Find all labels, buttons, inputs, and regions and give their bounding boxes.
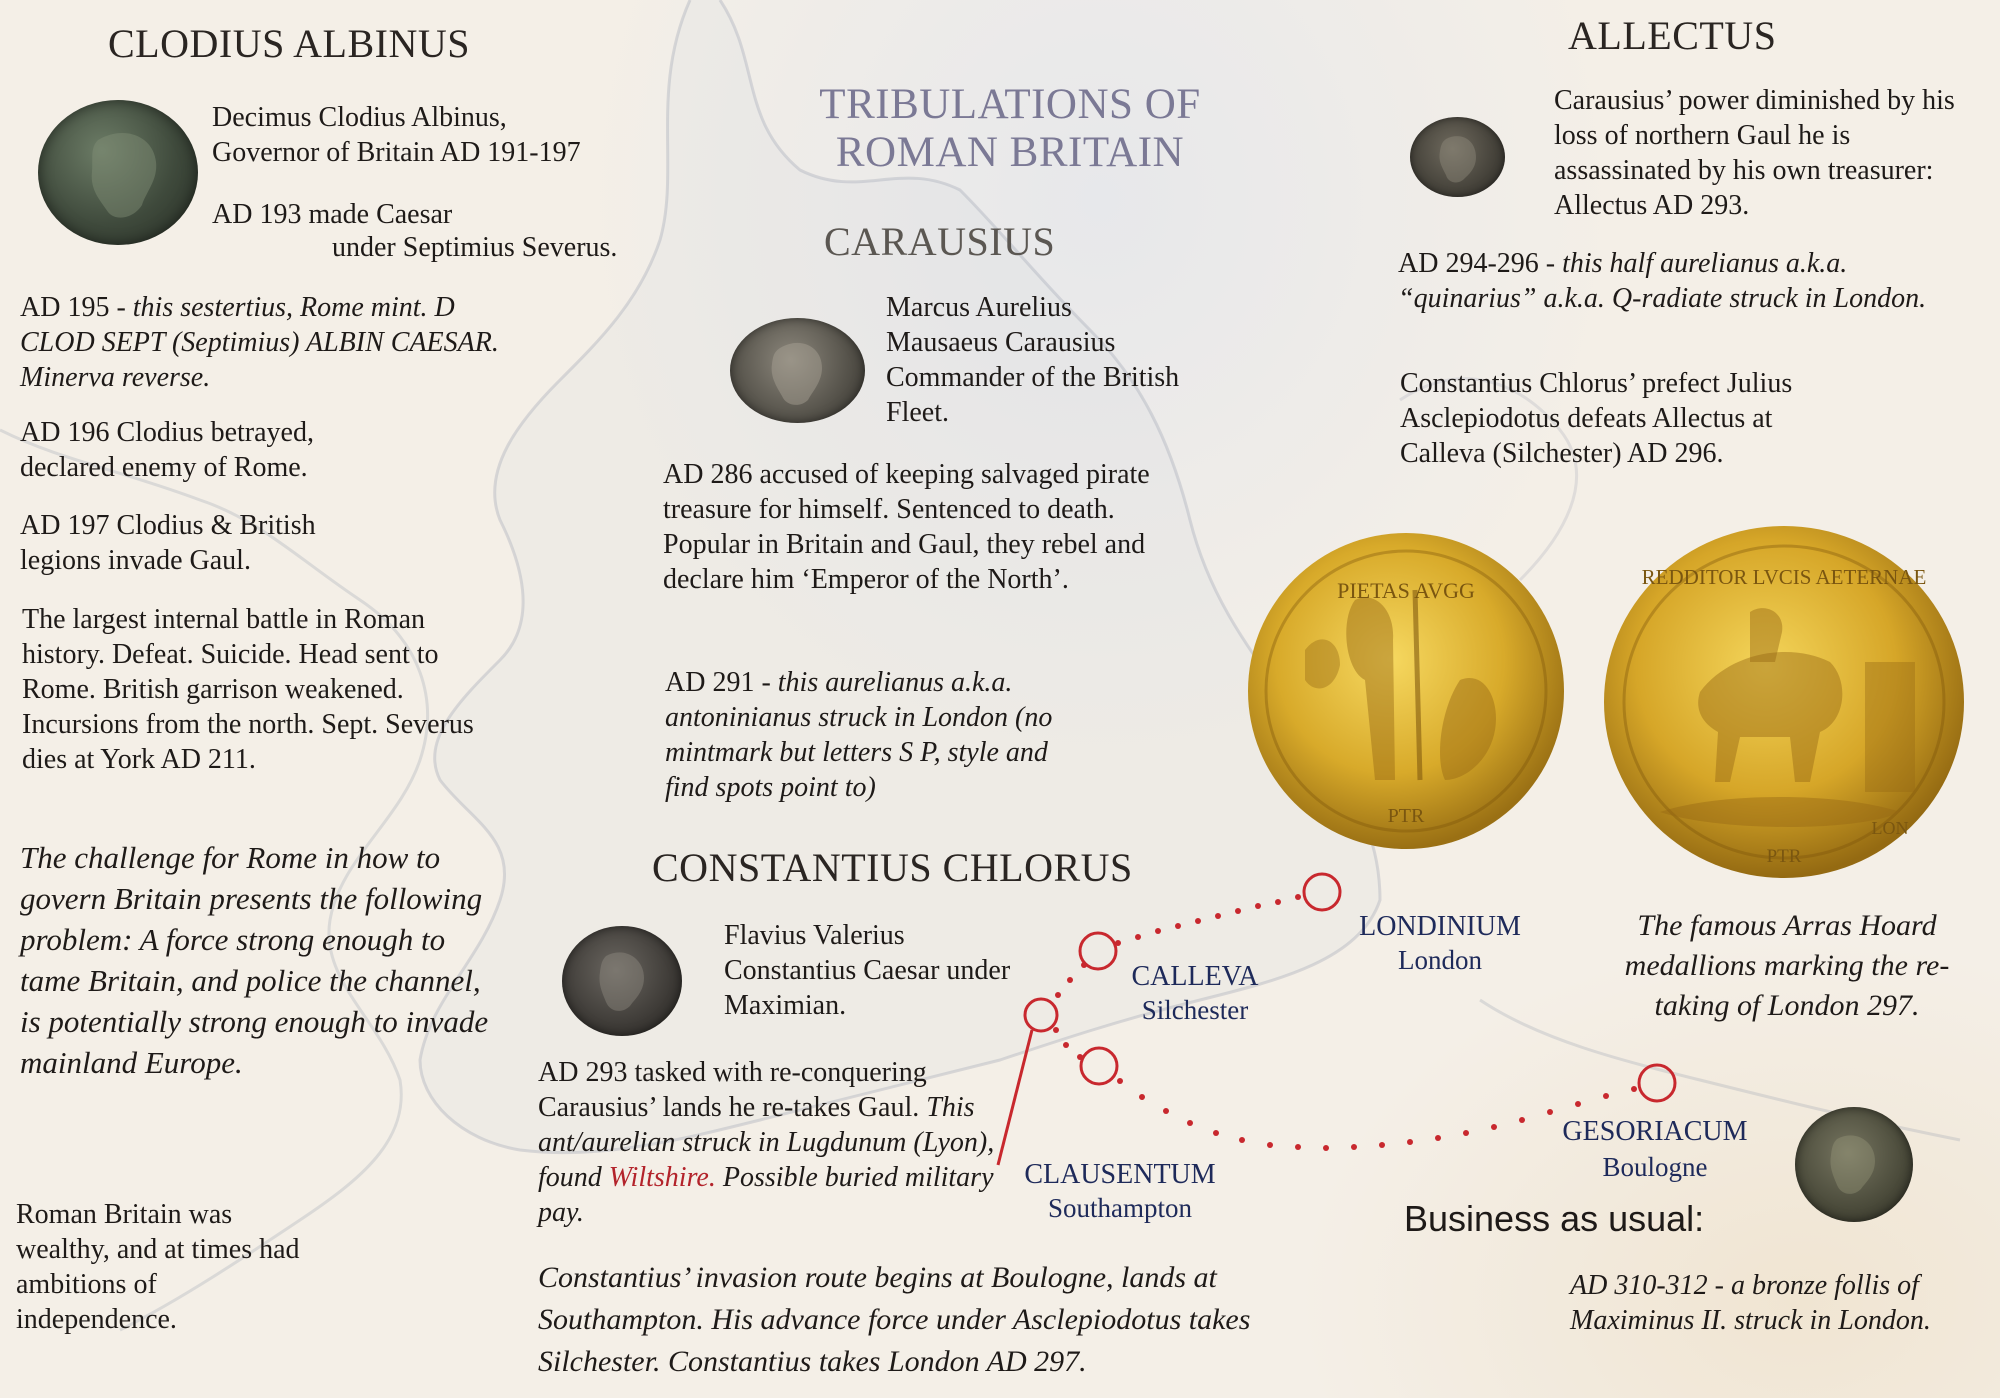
allectus-intro-text: Carausius’ power diminished by his loss of northern Gaul he is assassinated by his own treasurer: Allectus AD 293.	[1554, 85, 1955, 221]
business-coin-text: AD 310-312 - a bronze follis of Maximinus II. struck in London.	[1570, 1270, 1931, 1336]
carausius-accused-text: AD 286 accused of keeping salvaged pirate treasure for himself. Sentenced to death. Popular in Britain and Gaul, they rebel and declare him ‘Emperor of the North’.	[663, 459, 1150, 595]
london-label: London	[1398, 945, 1482, 975]
wealthy-text: Roman Britain was wealthy, and at times had ambitions of independence.	[16, 1199, 300, 1335]
southampton-label: Southampton	[1047, 1193, 1192, 1223]
carausius-coin-description	[665, 665, 1085, 805]
clodius-coin-text: this sestertius, Rome mint. D CLOD SEPT (Septimius) ALBIN CAESAR. Minerva reverse.	[20, 292, 499, 393]
clodius-coin-description	[20, 290, 500, 395]
clodius-caesar-line1: AD 193 made Caesar	[212, 199, 453, 230]
medal1-mint-text: PTR	[1387, 805, 1425, 827]
allectus-defeat-text: Constantius Chlorus’ prefect Julius Asclepiodotus defeats Allectus at Calleva (Silchester) AD 296.	[1400, 368, 1793, 469]
clodius-heading: CLODIUS ALBINUS	[108, 21, 470, 66]
londinium-label: LONDINIUM	[1359, 911, 1521, 942]
business-heading: Business as usual:	[1404, 1198, 1705, 1239]
main-title-line1: TRIBULATIONS OF	[819, 81, 1201, 128]
gesoriacum-label: GESORIACUM	[1562, 1116, 1748, 1147]
clodius-betrayed-text: AD 196 Clodius betrayed, declared enemy of Rome.	[20, 417, 314, 483]
medal2-lon-text: LON	[1871, 818, 1909, 838]
medal2-mint-text: PTR	[1766, 846, 1802, 867]
carausius-intro-text: Marcus Aurelius Mausaeus Carausius Commander of the British Fleet.	[886, 292, 1180, 428]
invasion-route-text: Constantius’ invasion route begins at Boulogne, lands at Southampton. His advance force under Asclepiodotus takes Silchester. Constantius takes London AD 297.	[538, 1261, 1251, 1378]
carausius-coin-date: AD 291 -	[665, 667, 778, 698]
constantius-coin-description	[538, 1055, 1008, 1230]
constantius-found-place: Wiltshire.	[608, 1162, 716, 1193]
allectus-portrait-icon	[1410, 117, 1505, 197]
carausius-portrait-icon	[730, 318, 865, 423]
clausentum-marker	[1081, 1048, 1117, 1084]
constantius-tasked-text: AD 293 tasked with re-conquering Carausius’ lands he re-takes Gaul.	[538, 1057, 927, 1123]
boulogne-label: Boulogne	[1602, 1152, 1708, 1182]
allectus-heading: ALLECTUS	[1568, 13, 1777, 58]
challenge-text: The challenge for Rome in how to govern Britain presents the following problem: A force strong enough to tame Britain, and police the channel, is potentially strong enough to invade mainland Europe.	[20, 840, 489, 1080]
constantius-ant-coin	[562, 926, 682, 1036]
clodius-battle-text: The largest internal battle in Roman history. Defeat. Suicide. Head sent to Rome. British garrison weakened. Incursions from the north. Sept. Severus dies at York AD 211.	[22, 604, 474, 775]
gesoriacum-marker	[1639, 1065, 1675, 1101]
clodius-caesar-line2: under Septimius Severus.	[332, 232, 618, 263]
constantius-portrait-icon	[562, 926, 682, 1036]
constantius-buried-text: Possible buried military pay.	[538, 1162, 994, 1228]
medal2-legend-text: REDDITOR LVCIS AETERNAE	[1641, 565, 1927, 589]
clodius-portrait-icon	[38, 100, 198, 245]
clodius-sestertius-coin	[38, 100, 198, 245]
constantius-intro-text: Flavius Valerius Constantius Caesar under Maximian.	[724, 920, 1011, 1021]
maximinus-portrait-icon	[1795, 1107, 1913, 1222]
maximinus-follis-coin	[1795, 1107, 1913, 1222]
clodius-coin-date: AD 195 -	[20, 292, 133, 323]
arras-medallion-redditor	[1600, 522, 1968, 882]
main-title-line2: ROMAN BRITAIN	[835, 129, 1185, 176]
allectus-coin-date: AD 294-296 -	[1398, 248, 1563, 279]
carausius-coin-text: this aurelianus a.k.a. antoninianus struck in London (no mintmark but letters S P, style and find spots point to)	[665, 667, 1053, 803]
wiltshire-pointer-line	[998, 1030, 1032, 1165]
constantius-heading: CONSTANTIUS CHLORUS	[652, 845, 1133, 890]
allectus-coin-text: this half aurelianus a.k.a. “quinarius” a.k.a. Q-radiate struck in London.	[1398, 248, 1927, 314]
clodius-intro-line2: Governor of Britain AD 191-197	[212, 137, 581, 168]
carausius-heading: CARAUSIUS	[824, 219, 1056, 264]
londinium-marker	[1304, 874, 1340, 910]
clodius-intro-line1: Decimus Clodius Albinus,	[212, 102, 507, 133]
wiltshire-marker	[1025, 999, 1057, 1031]
arras-medallion-pietas	[1245, 530, 1567, 852]
silchester-label: Silchester	[1141, 995, 1249, 1025]
carausius-aurelianus-coin	[730, 318, 865, 423]
calleva-label: CALLEVA	[1131, 961, 1259, 992]
allectus-quinarius-coin	[1410, 117, 1505, 197]
allectus-coin-description	[1398, 246, 1938, 316]
clausentum-label: CLAUSENTUM	[1024, 1159, 1216, 1190]
medal1-legend-text: PIETAS AVGG	[1337, 578, 1475, 603]
clodius-invade-text: AD 197 Clodius & British legions invade Gaul.	[20, 510, 316, 576]
constantius-coin-text: This ant/aurelian struck in Lugdunum (Lyon), found	[538, 1092, 995, 1193]
arras-caption: The famous Arras Hoard medallions marking the re-taking of London 297.	[1624, 909, 1950, 1022]
